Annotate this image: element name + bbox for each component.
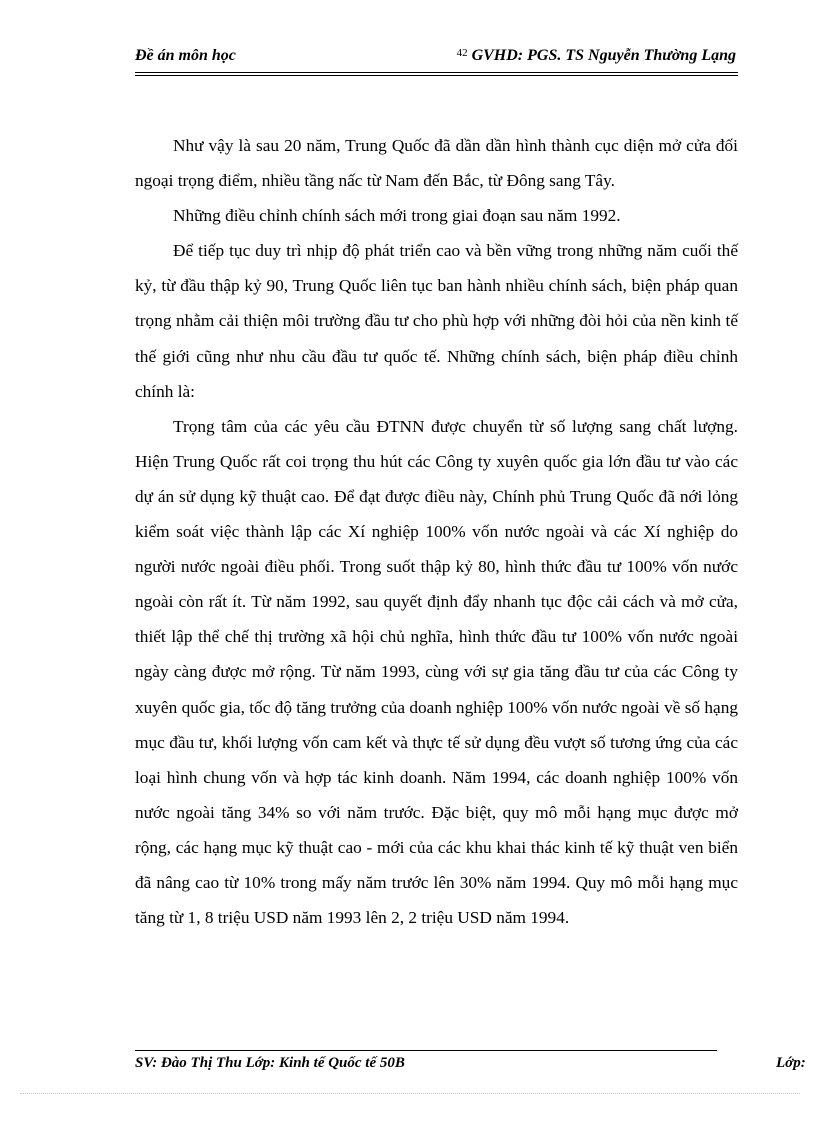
body-text — [135, 128, 738, 935]
paragraph: Trọng tâm của các yêu cầu ĐTNN được chuyển từ số lượng sang chất lượng. Hiện Trung Quốc rất coi trọng thu hút các Công ty xuyên quốc gia lớn đầu tư vào các dự án sử dụng kỹ thuật cao. Để đạt được điều này, Chính phủ Trung Quốc đã nới lỏng kiểm soát việc thành lập các Xí nghiệp 100% vốn nước ngoài và các Xí nghiệp do người nước ngoài điều phối. Trong suốt thập kỷ 80, hình thức đầu tư 100% vốn nước ngoài còn rất ít. Từ năm 1992, sau quyết định đẩy nhanh tục độc cải cách và mở cửa, thiết lập thể chế thị trường xã hội chủ nghĩa, hình thức đầu tư 100% vốn nước ngoài ngày càng được mở rộng. Từ năm 1993, cùng với sự gia tăng đầu tư của các Công ty xuyên quốc gia, tốc độ tăng trưởng của doanh nghiệp 100% vốn nước ngoài về số hạng mục đầu tư, khối lượng vốn cam kết và thực tế sử dụng đều vượt số tương ứng của các loại hình chung vốn và hợp tác kinh doanh. Năm 1994, các doanh nghiệp 100% vốn nước ngoài tăng 34% so với năm trước. Đặc biệt, quy mô mỗi hạng mục được mở rộng, các hạng mục kỹ thuật cao - mới của các khu khai thác kinh tế kỹ thuật ven biển đã nâng cao từ 10% trong mấy năm trước lên 30% năm 1994. Quy mô mỗi hạng mục tăng từ 1, 8 triệu USD năm 1993 lên 2, 2 triệu USD năm 1994. — [135, 416, 738, 928]
header-advisor — [457, 47, 736, 65]
page-number: 42 — [456, 47, 468, 59]
page-header — [135, 47, 738, 71]
header-course-title: Đề án môn học — [135, 47, 236, 64]
paragraph: Những điều chỉnh chính sách mới trong giai đoạn sau năm 1992. — [173, 206, 621, 226]
page-boundary — [20, 1093, 800, 1094]
paragraph: Để tiếp tục duy trì nhịp độ phát triển cao và bền vững trong những năm cuối thế kỷ, từ đầu thập kỷ 90, Trung Quốc liên tục ban hành nhiều chính sách, biện pháp quan trọng nhằm cải thiện môi trường đầu tư cho phù hợp với những đòi hỏi của nền kinh tế thế giới cũng như nhu cầu đầu tư quốc tế. Những chính sách, biện pháp điều chỉnh chính là: — [135, 241, 738, 401]
footer-class: Lớp: — [776, 1055, 806, 1071]
footer-student: SV: Đào Thị Thu Lớp: Kinh tế Quốc tế 50B — [135, 1055, 405, 1071]
paragraph: Như vậy là sau 20 năm, Trung Quốc đã dần dần hình thành cục diện mở cửa đối ngoại trọng điểm, nhiều tầng nấc từ Nam đến Bắc, từ Đông sang Tây. — [135, 136, 738, 191]
header-rule-thin — [135, 75, 738, 76]
footer-rule — [135, 1050, 717, 1051]
header-advisor-name: GVHD: PGS. TS Nguyễn Thường Lạng — [471, 47, 736, 64]
header-rule — [135, 72, 738, 73]
